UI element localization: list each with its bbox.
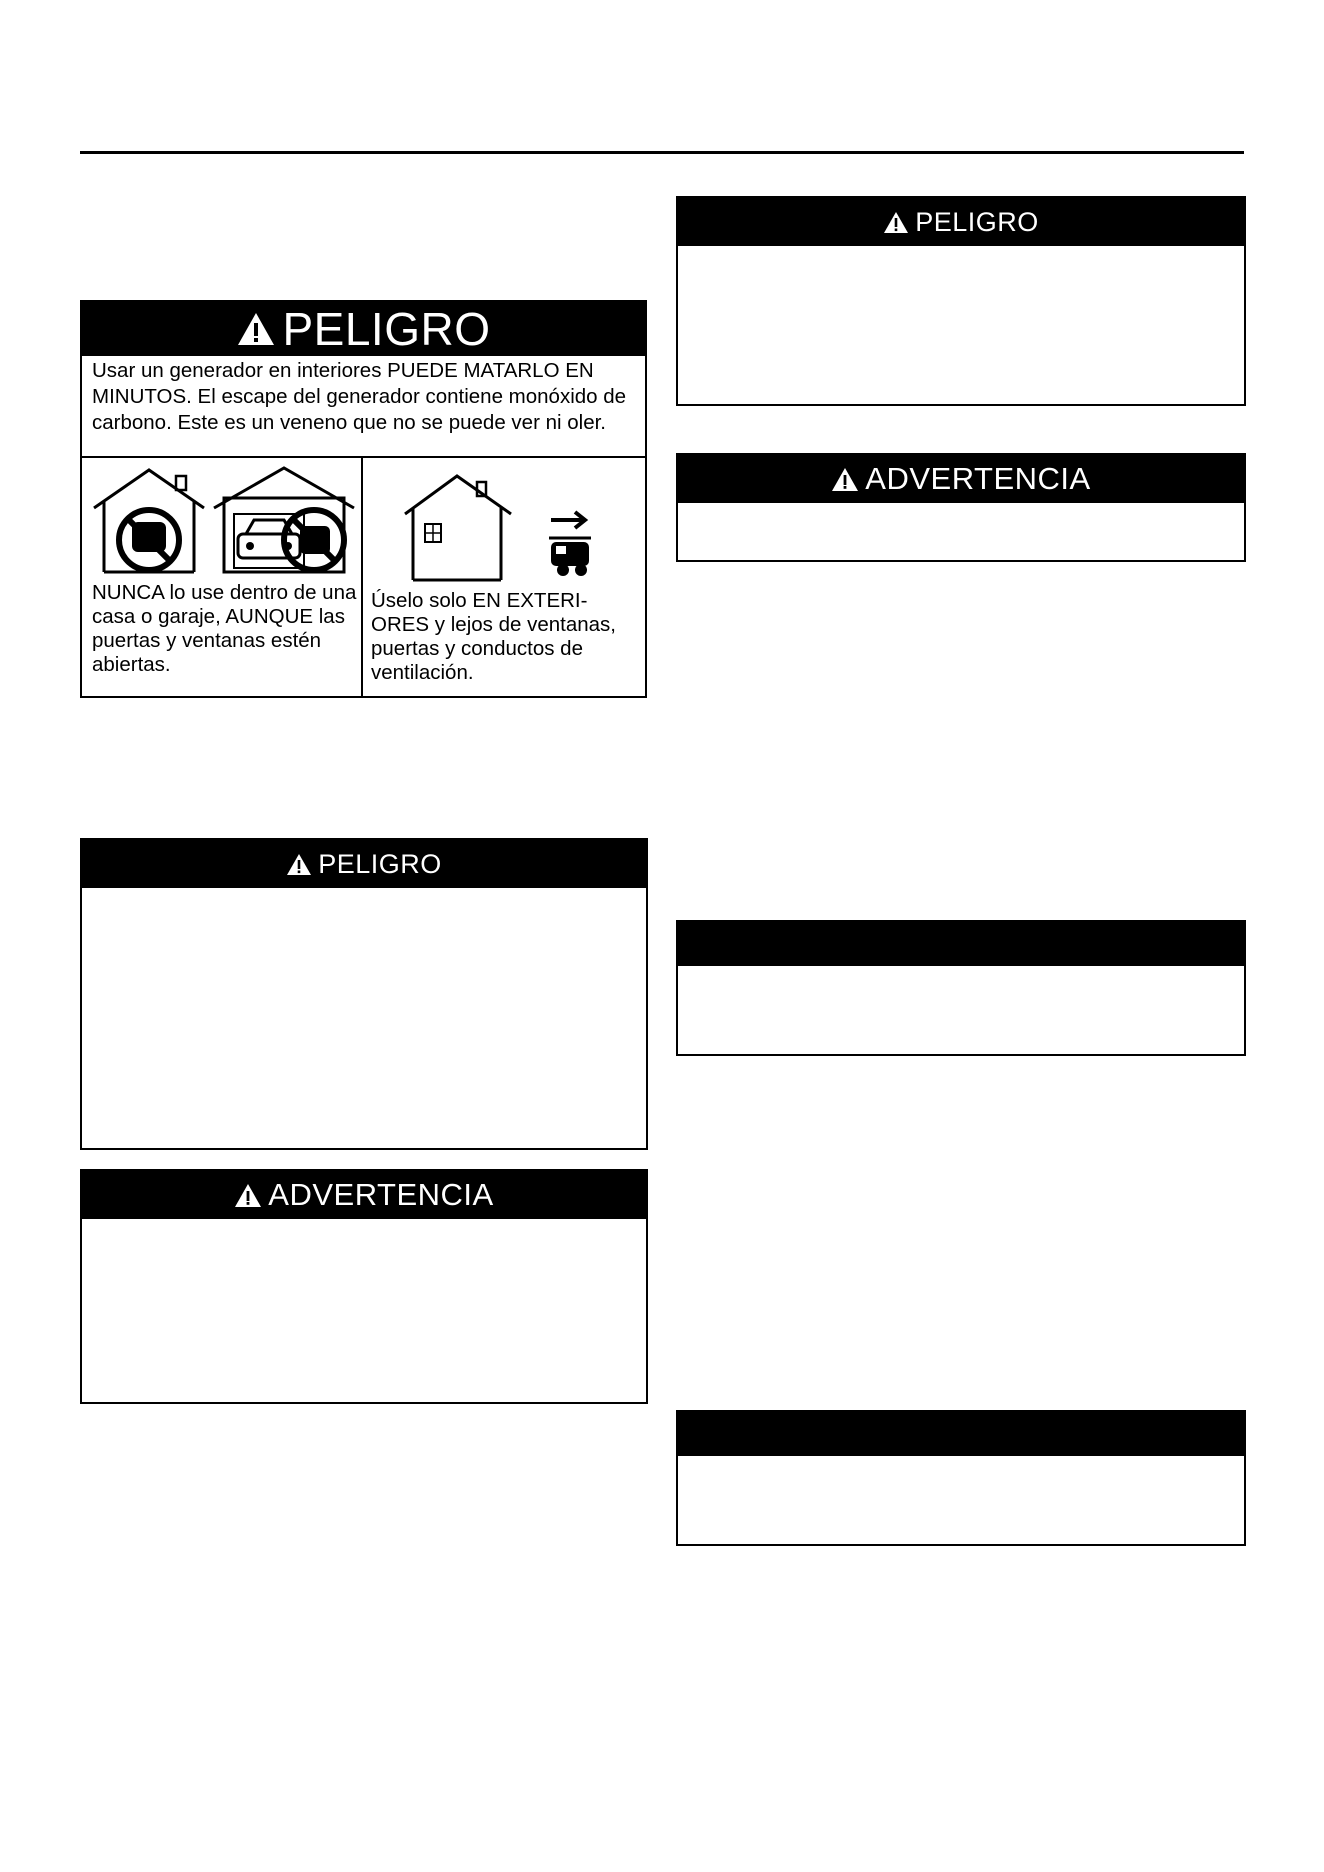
header-rule	[80, 151, 1244, 154]
warning-label-right	[676, 453, 1246, 562]
co-danger-word: PELIGRO	[282, 303, 491, 355]
warning-label-left	[80, 1169, 648, 1404]
generator-outdoors-icon	[543, 508, 599, 582]
outdoor-panel-text: Úselo solo EN EXTERI- ORES y lejos de ventanas, puertas y conductos de ventilación.	[371, 589, 616, 684]
danger-label-left	[80, 838, 648, 1150]
house-icon	[401, 472, 519, 584]
co-danger-label	[80, 300, 647, 698]
warning-header-left: ADVERTENCIA	[82, 1171, 646, 1219]
warning-triangle-icon	[236, 311, 276, 347]
co-danger-message: Usar un generador en interiores PUEDE MATARLO EN MINUTOS. El escape del generador contiene monóxido de carbono. Este es un veneno que no se puede ver ni oler.	[82, 356, 645, 458]
notice-label-2	[676, 1410, 1246, 1546]
warning-header-right: ADVERTENCIA	[678, 455, 1244, 503]
danger-label-right	[676, 196, 1246, 406]
indoor-panel-text: NUNCA lo use dentro de una casa o garaje, AUNQUE las puertas y ventanas estén abiertas.	[92, 581, 357, 676]
warning-triangle-icon	[234, 1183, 262, 1208]
outdoor-panel	[363, 458, 645, 696]
danger-header-right: PELIGRO	[678, 198, 1244, 246]
warning-triangle-icon	[831, 467, 859, 492]
garage-no-generator-icon	[210, 464, 358, 576]
notice-label-1	[676, 920, 1246, 1056]
danger-header-left: PELIGRO	[82, 840, 646, 888]
house-no-generator-icon	[90, 464, 208, 576]
warning-triangle-icon	[883, 211, 909, 234]
indoor-panel	[82, 458, 363, 696]
co-danger-header	[82, 302, 645, 356]
warning-triangle-icon	[286, 853, 312, 876]
notice-header-2	[678, 1412, 1244, 1456]
notice-header-1	[678, 922, 1244, 966]
